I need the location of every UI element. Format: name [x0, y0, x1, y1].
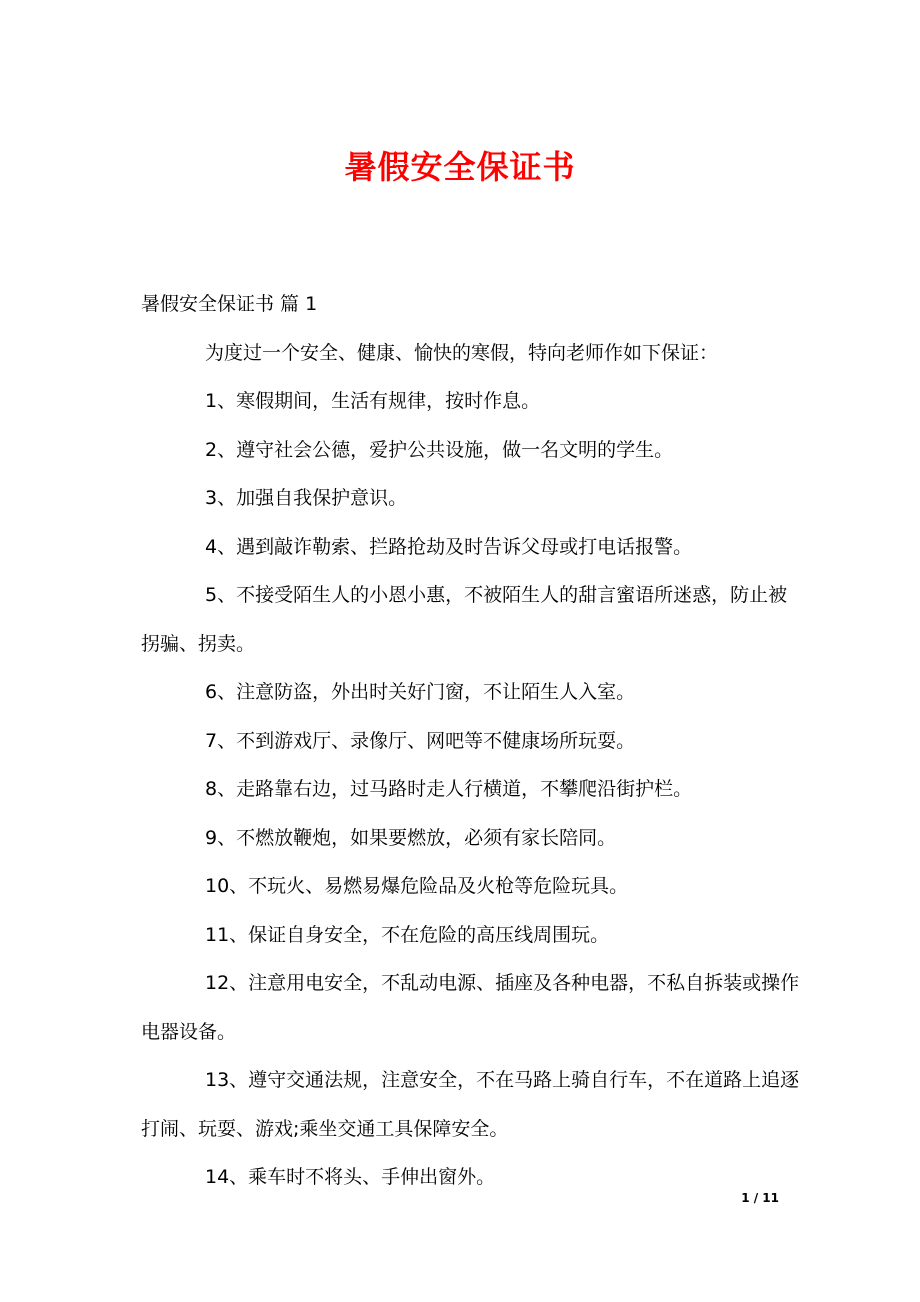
paragraph-item-12: 12、注意用电安全，不乱动电源、插座及各种电器，不私自拆装或操作电器设备。: [141, 972, 800, 1043]
page-number: 1 / 11: [741, 1191, 779, 1205]
paragraph-item-11: 11、保证自身安全，不在危险的高压线周围玩。: [205, 923, 610, 946]
paragraph-item-13: 13、遵守交通法规，注意安全，不在马路上骑自行车，不在道路上追逐打闹、玩耍、游戏;乘坐交通工具保障安全。: [141, 1069, 800, 1140]
paragraph-item-4: 4、遇到敲诈勒索、拦路抢劫及时告诉父母或打电话报警。: [205, 535, 693, 558]
paragraph-item-7: 7、不到游戏厅、录像厅、网吧等不健康场所玩耍。: [205, 729, 636, 752]
paragraph-item-1: 1、寒假期间，生活有规律，按时作息。: [205, 390, 541, 412]
paragraph-item-5: 5、不接受陌生人的小恩小惠，不被陌生人的甜言蜜语所迷惑，防止被拐骗、拐卖。: [141, 584, 788, 655]
paragraph-intro: 为度过一个安全、健康、愉快的寒假，特向老师作如下保证：: [205, 341, 719, 364]
paragraph-item-8: 8、走路靠右边，过马路时走人行横道，不攀爬沿街护栏。: [205, 778, 693, 800]
section-heading: 暑假安全保证书 篇 1: [141, 293, 318, 315]
paragraph-item-3: 3、加强自我保护意识。: [205, 487, 408, 509]
paragraph-item-14: 14、乘车时不将头、手伸出窗外。: [205, 1166, 496, 1188]
paragraph-item-10: 10、不玩火、易燃易爆危险品及火枪等危险玩具。: [205, 875, 629, 897]
document-title: 暑假安全保证书: [344, 148, 576, 186]
paragraph-item-2: 2、遵守社会公德，爱护公共设施，做一名文明的学生。: [205, 438, 674, 461]
paragraph-item-9: 9、不燃放鞭炮，如果要燃放，必须有家长陪同。: [205, 826, 617, 849]
document-body: [141, 280, 801, 1202]
paragraph-item-6: 6、注意防盗，外出时关好门窗，不让陌生人入室。: [205, 681, 636, 703]
